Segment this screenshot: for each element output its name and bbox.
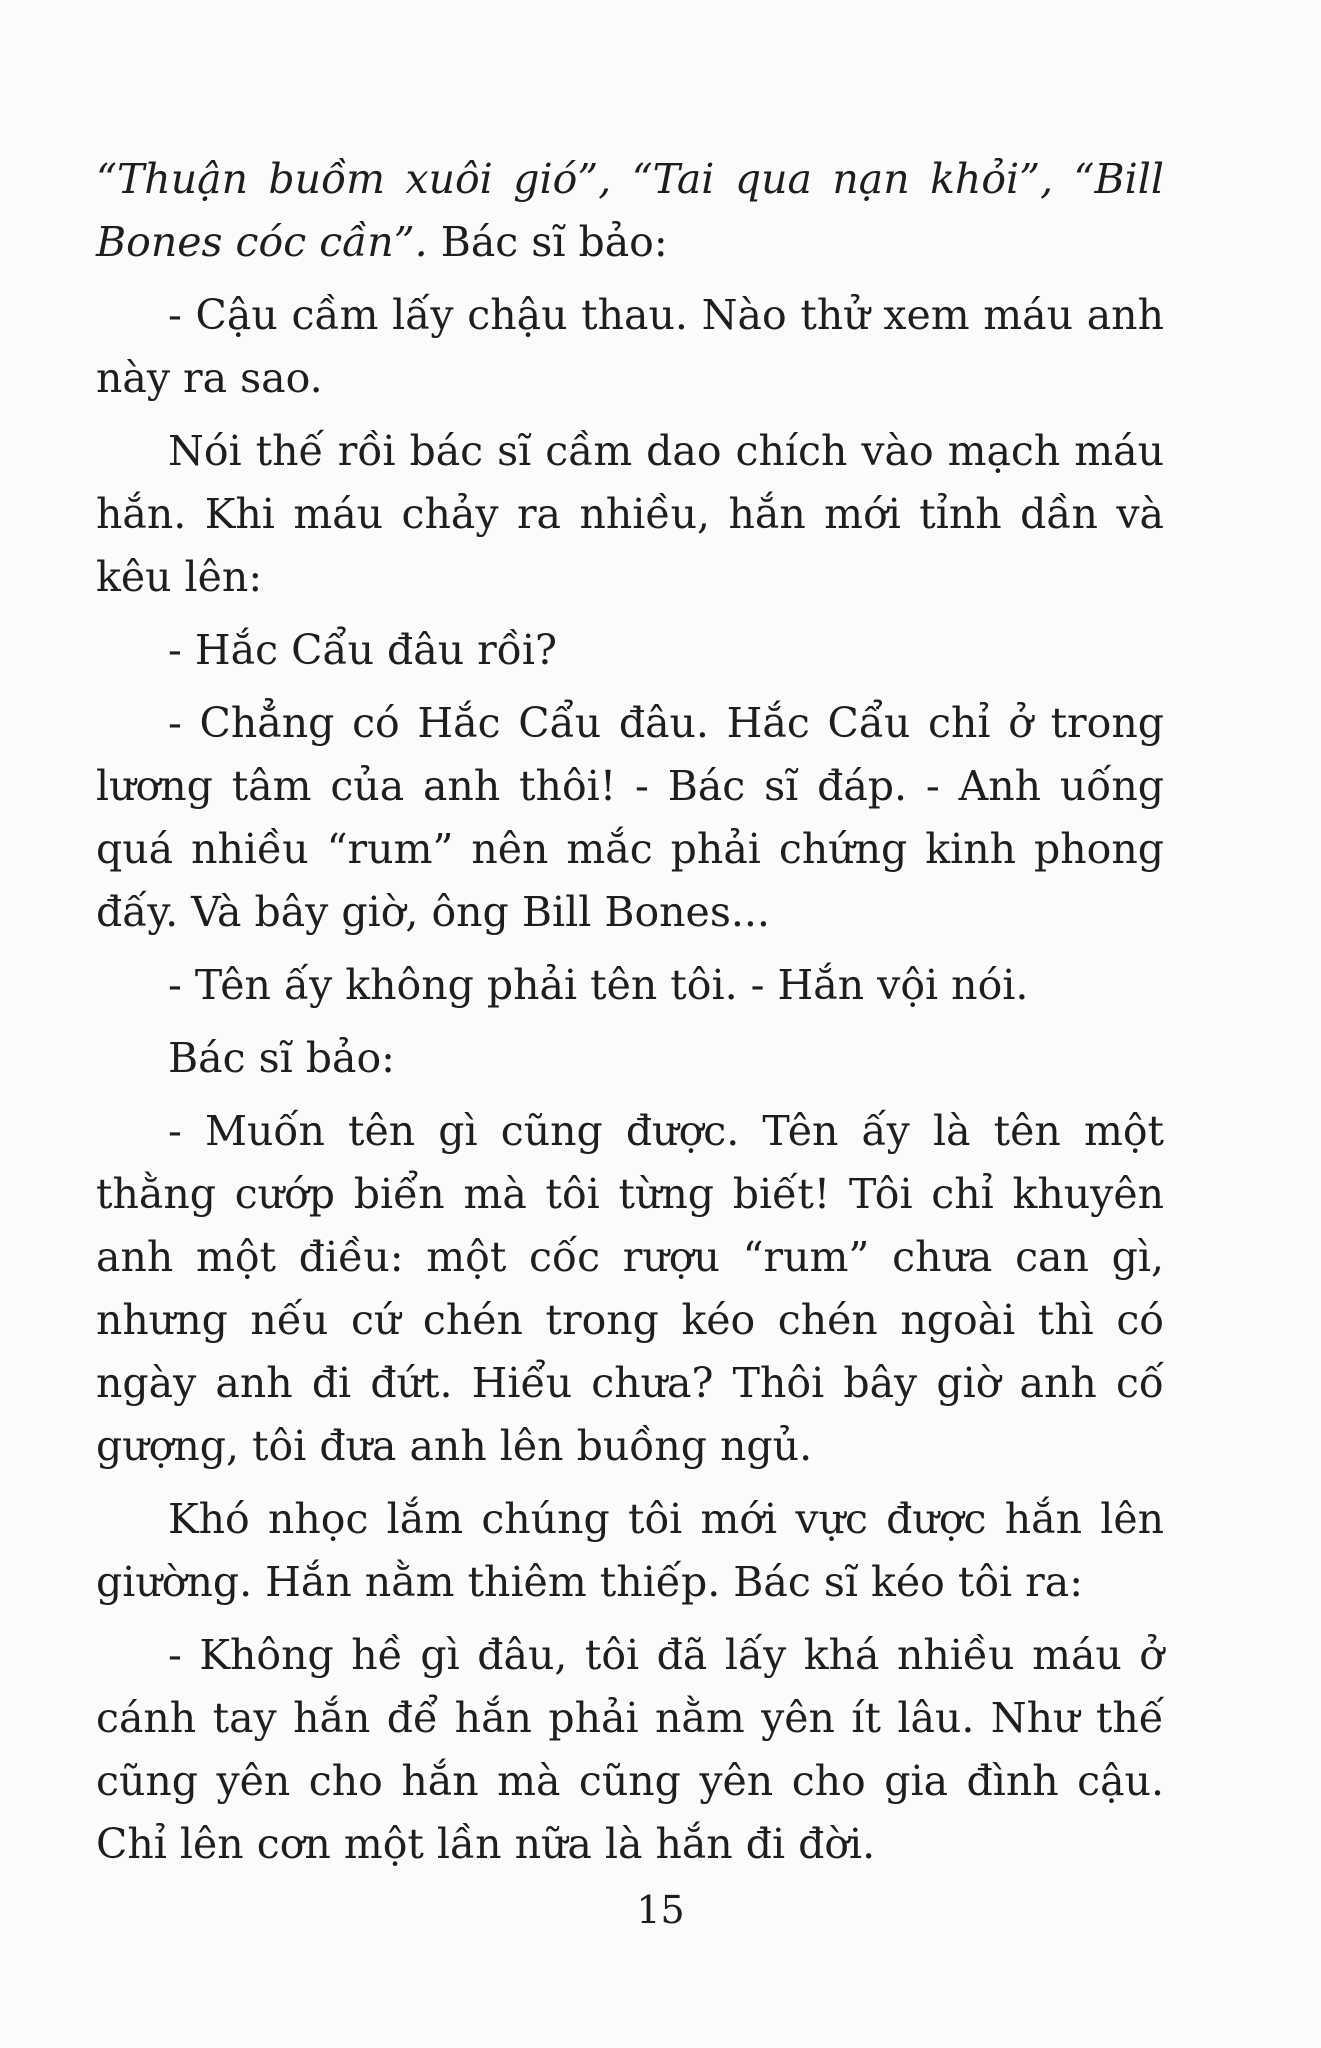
body-text — [96, 148, 1164, 1886]
paragraph-3: Nói thế rồi bác sĩ cầm dao chích vào mạch máu hắn. Khi máu chảy ra nhiều, hắn mới tỉnh dần và kêu lên: — [96, 427, 1164, 601]
paragraph-1-text: Bác sĩ bảo: — [427, 218, 668, 266]
paragraph-5: - Chẳng có Hắc Cẩu đâu. Hắc Cẩu chỉ ở trong lương tâm của anh thôi! - Bác sĩ đáp. - Anh uống quá nhiều “rum” nên mắc phải chứng kinh phong đấy. Và bây giờ, ông Bill Bones... — [96, 699, 1164, 936]
paragraph-8: - Muốn tên gì cũng được. Tên ấy là tên một thằng cướp biển mà tôi từng biết! Tôi chỉ khuyên anh một điều: một cốc rượu “rum” chưa can gì, nhưng nếu cứ chén trong kéo chén ngoài thì có ngày anh đi đứt. Hiểu chưa? Thôi bây giờ anh cố gượng, tôi đưa anh lên buồng ngủ. — [96, 1107, 1164, 1470]
paragraph-6: - Tên ấy không phải tên tôi. - Hắn vội nói. — [168, 961, 1029, 1009]
paragraph-1 — [96, 148, 1164, 274]
paragraph-2: - Cậu cầm lấy chậu thau. Nào thử xem máu anh này ra sao. — [96, 291, 1164, 402]
paragraph-4: - Hắc Cẩu đâu rồi? — [168, 626, 557, 674]
italic-quote: “Thuận buồm xuôi gió”, “Tai qua nạn khỏi”, “Bill Bones cóc cần”. — [96, 155, 1164, 266]
page-number: 15 — [636, 1888, 685, 1932]
paragraph-10: - Không hề gì đâu, tôi đã lấy khá nhiều máu ở cánh tay hắn để hắn phải nằm yên ít lâu. Như thế cũng yên cho hắn mà cũng yên cho gia đình cậu. Chỉ lên cơn một lần nữa là hắn đi đời. — [96, 1631, 1164, 1868]
paragraph-7: Bác sĩ bảo: — [168, 1034, 395, 1082]
paragraph-9: Khó nhọc lắm chúng tôi mới vực được hắn lên giường. Hắn nằm thiêm thiếp. Bác sĩ kéo tôi ra: — [96, 1495, 1164, 1606]
